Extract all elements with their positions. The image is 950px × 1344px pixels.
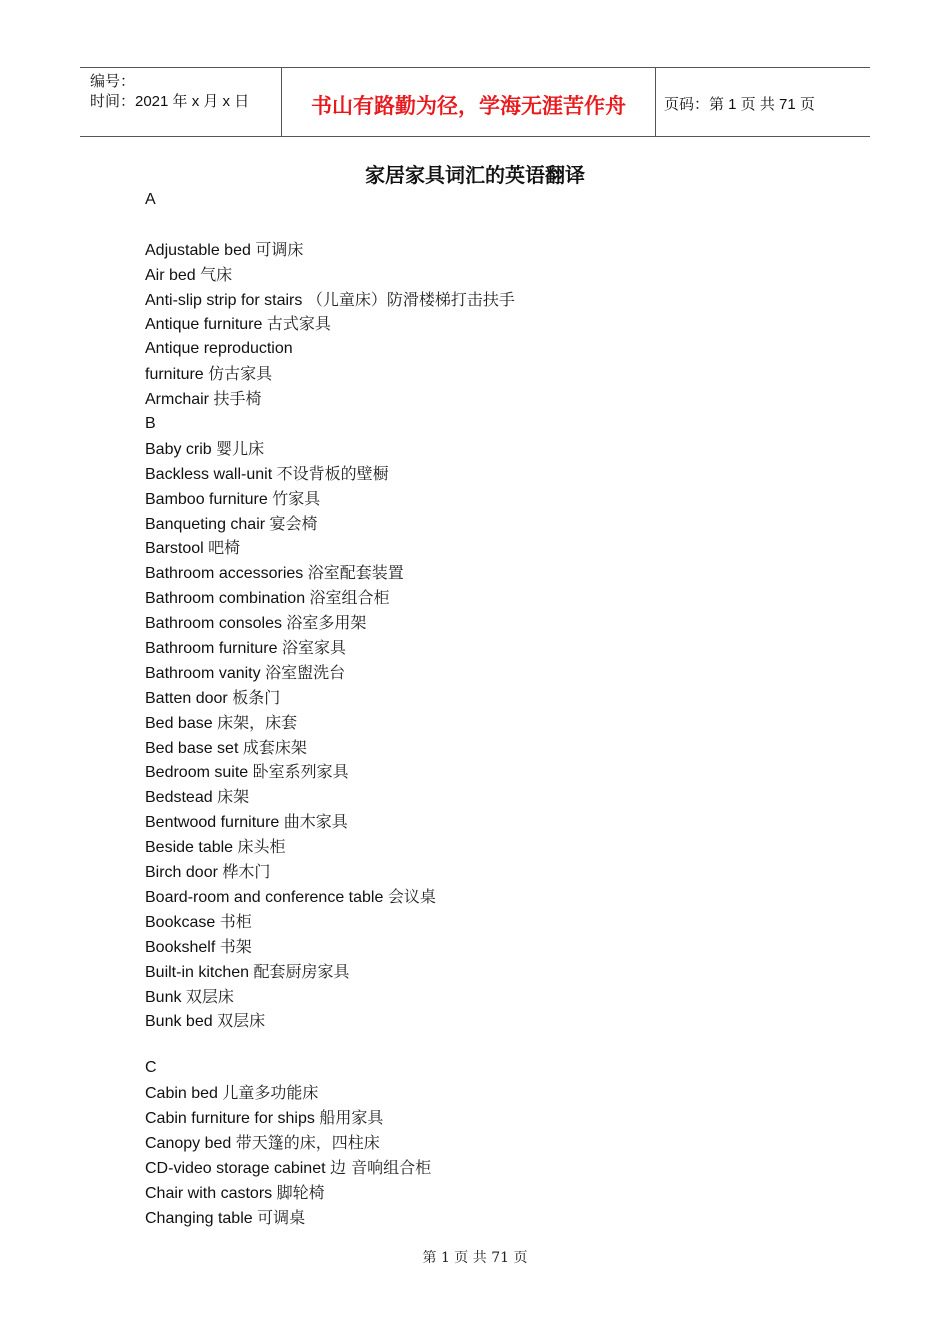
- entry-english: Bed base set: [145, 739, 239, 757]
- header-info-cell: [80, 68, 280, 136]
- entry-english: Antique furniture: [145, 316, 263, 334]
- glossary-entry: [145, 362, 515, 387]
- page-header: [80, 67, 870, 137]
- entry-english: Beside table: [145, 839, 234, 857]
- header-motto-cell: [281, 68, 656, 136]
- entry-chinese: 边 音响组合柜: [330, 1157, 432, 1177]
- section-letter: C: [145, 1059, 157, 1077]
- glossary-entry: [145, 1156, 515, 1181]
- entry-chinese: 吧椅: [208, 538, 241, 558]
- entry-chinese: 浴室组合柜: [309, 588, 390, 608]
- entry-chinese: 竹家具: [272, 488, 321, 508]
- glossary-entry: [145, 536, 515, 561]
- entry-english: Bathroom accessories: [145, 565, 304, 583]
- glossary-entry: [145, 462, 515, 487]
- entry-english: furniture: [145, 366, 204, 384]
- entry-english: Backless wall-unit: [145, 465, 273, 483]
- entry-chinese: 仿古家具: [208, 364, 273, 384]
- page-label: 页码：第 1 页 共 71 页: [664, 96, 815, 113]
- entry-chinese: 带天篷的床，四柱床: [235, 1132, 380, 1152]
- number-label: 编号：: [90, 73, 136, 90]
- glossary-entry: [145, 337, 515, 362]
- entry-english: Changing table: [145, 1209, 253, 1227]
- glossary-entry: [145, 910, 515, 935]
- entry-chinese: 浴室盥洗台: [265, 662, 346, 682]
- entry-chinese: 卧室系列家具: [252, 762, 349, 782]
- entry-chinese: 床架: [217, 787, 250, 807]
- glossary-entry: [145, 1009, 515, 1034]
- entry-english: Bedroom suite: [145, 764, 249, 782]
- entry-chinese: 可调床: [255, 239, 304, 259]
- glossary-entry: [145, 1206, 515, 1231]
- entry-chinese: 宴会椅: [269, 513, 318, 533]
- entry-english: Bathroom vanity: [145, 664, 261, 682]
- glossary-entry: [145, 711, 515, 736]
- entry-chinese: 曲木家具: [283, 812, 348, 832]
- entry-chinese: 浴室配套装置: [307, 563, 404, 583]
- entry-english: Baby crib: [145, 440, 212, 458]
- entry-chinese: 书架: [219, 936, 252, 956]
- entry-english: Air bed: [145, 266, 196, 284]
- entry-english: Banqueting chair: [145, 515, 266, 533]
- entry-chinese: 不设背板的壁橱: [276, 463, 389, 483]
- glossary-entry: [145, 586, 515, 611]
- entry-english: Adjustable bed: [145, 241, 251, 259]
- entry-english: Cabin furniture for ships: [145, 1110, 315, 1128]
- entry-english: Barstool: [145, 540, 204, 558]
- entry-chinese: 气床: [200, 264, 233, 284]
- entry-chinese: 双层床: [185, 986, 234, 1006]
- entry-english: Built-in kitchen: [145, 963, 250, 981]
- entry-english: Anti-slip strip for stairs: [145, 291, 303, 309]
- entry-chinese: 古式家具: [266, 314, 331, 334]
- entry-english: Bamboo furniture: [145, 490, 268, 508]
- entry-english: Armchair: [145, 391, 210, 409]
- entry-chinese: 浴室多用架: [286, 613, 367, 633]
- page-footer: 第 1 页 共 71 页: [422, 1250, 528, 1266]
- section-spacer: [145, 1034, 515, 1056]
- entry-chinese: 浴室家具: [281, 638, 346, 658]
- entry-english: Chair with castors: [145, 1184, 273, 1202]
- entry-english: Bed base: [145, 714, 213, 732]
- entry-english: Bathroom consoles: [145, 615, 282, 633]
- entry-chinese: 桦木门: [222, 862, 271, 882]
- entry-english: CD-video storage cabinet: [145, 1159, 326, 1177]
- entry-english: Cabin bed: [145, 1085, 218, 1103]
- glossary-entry: [145, 1131, 515, 1156]
- time-label: 时间：2021 年 x 月 x 日: [90, 93, 250, 110]
- glossary-entry: [145, 760, 515, 785]
- entry-english: Board-room and conference table: [145, 888, 384, 906]
- section-letter: A: [145, 191, 156, 208]
- entry-english: Bunk: [145, 988, 182, 1006]
- glossary-entry: [145, 661, 515, 686]
- entry-english: Bathroom combination: [145, 590, 306, 608]
- header-page-cell: [655, 68, 870, 136]
- glossary-entry: [145, 835, 515, 860]
- glossary-entry: [145, 636, 515, 661]
- glossary-list: [145, 188, 515, 1231]
- glossary-entry: [145, 387, 515, 412]
- glossary-entry: [145, 1106, 515, 1131]
- entry-chinese: 书柜: [219, 911, 252, 931]
- entry-chinese: 配套厨房家具: [253, 961, 350, 981]
- entry-chinese: 扶手椅: [213, 389, 262, 409]
- entry-chinese: 双层床: [217, 1011, 266, 1031]
- entry-chinese: 床头柜: [237, 837, 286, 857]
- glossary-entry: [145, 810, 515, 835]
- glossary-entry: [145, 935, 515, 960]
- motto: 书山有路勤为径，学海无涯苦作舟: [311, 93, 626, 118]
- entry-chinese: 可调桌: [257, 1207, 306, 1227]
- document-title: 家居家具词汇的英语翻译: [365, 163, 585, 187]
- glossary-entry: [145, 238, 515, 263]
- entry-chinese: 会议桌: [387, 886, 436, 906]
- entry-english: Bentwood furniture: [145, 814, 280, 832]
- entry-chinese: 脚轮椅: [276, 1182, 325, 1202]
- entry-chinese: 床架，床套: [217, 712, 298, 732]
- entry-chinese: 婴儿床: [216, 438, 265, 458]
- entry-english: Bookshelf: [145, 938, 216, 956]
- entry-english: Bedstead: [145, 789, 213, 807]
- glossary-entry: [145, 512, 515, 537]
- glossary-entry: [145, 1081, 515, 1106]
- glossary-entry: [145, 263, 515, 288]
- glossary-entry: [145, 960, 515, 985]
- glossary-entry: [145, 985, 515, 1010]
- glossary-entry: [145, 561, 515, 586]
- entry-english: Bookcase: [145, 913, 216, 931]
- glossary-entry: [145, 686, 515, 711]
- glossary-entry: [145, 611, 515, 636]
- glossary-entry: [145, 885, 515, 910]
- glossary-entry: [145, 312, 515, 337]
- entry-english: Canopy bed: [145, 1134, 232, 1152]
- glossary-entry: [145, 288, 515, 313]
- section-letter: B: [145, 415, 156, 433]
- glossary-entry: [145, 860, 515, 885]
- entry-english: Batten door: [145, 689, 228, 707]
- entry-chinese: 成套床架: [242, 737, 307, 757]
- blank-line: [145, 213, 515, 238]
- entry-chinese: 板条门: [232, 687, 281, 707]
- entry-chinese: 船用家具: [319, 1108, 384, 1128]
- entry-chinese: （儿童床）防滑楼梯打击扶手: [306, 289, 515, 309]
- entry-chinese: 儿童多功能床: [222, 1083, 319, 1103]
- glossary-entry: [145, 487, 515, 512]
- entry-english: Antique reproduction: [145, 340, 293, 358]
- glossary-entry: [145, 437, 515, 462]
- glossary-entry: [145, 736, 515, 761]
- entry-english: Bathroom furniture: [145, 640, 278, 658]
- entry-english: Bunk bed: [145, 1013, 213, 1031]
- glossary-entry: [145, 1181, 515, 1206]
- entry-english: Birch door: [145, 864, 218, 882]
- glossary-entry: [145, 785, 515, 810]
